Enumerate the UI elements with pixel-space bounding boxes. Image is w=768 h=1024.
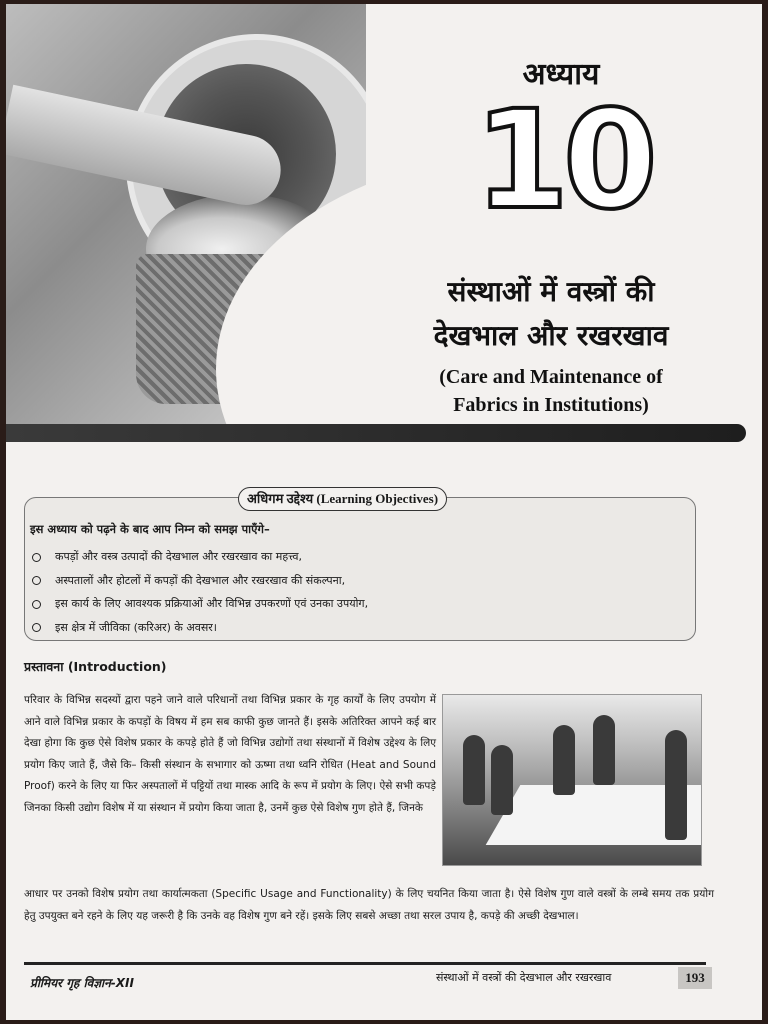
chapter-title-hindi-line2: देखभाल और रखरखाव [433, 319, 669, 352]
chapter-title-english-line2: Fabrics in Institutions) [453, 394, 649, 416]
chapter-label: अध्याय [522, 57, 600, 92]
footer-chapter-title: संस्थाओं में वस्त्रों की देखभाल और रखरखाव [436, 971, 612, 984]
worker-figure [463, 735, 485, 805]
learning-objectives-list [32, 545, 368, 639]
worker-figure [593, 715, 615, 785]
laundry-room-photo [442, 694, 702, 866]
introduction-paragraph-column: परिवार के विभिन्न सदस्यों द्वारा पहने जाने वाले परिधानों तथा विभिन्न प्रकार के गृह कार्यों के लिए उपयोग में आने वाले विभिन्न प्रकार के कपड़ों के विषय में हम सब काफी कुछ जानते हैं। इसके अतिरिक्त आपने कई बार देखा होगा कि कुछ ऐसे विशेष प्रकार के कपड़े होते हैं जो विभिन्न उद्योगों तथा संस्थानों में विशेष उद्देश्य के लिए प्रयोग किए जाते हैं, जैसे कि– किसी संस्थान के सभागार को ऊष्मा तथा ध्वनि रोधित (Heat and Sound Proof) करने के लिए या फिर अस्पतालों में पट्टियों तथा मास्क आदि के रूप में प्रयोग के लिए। ऐसे सभी कपड़े जिनका किसी उद्योग विशेष में या संस्थान में प्रयोग किया जाता है, उनमें कुछ ऐसे विशेष गुण होते हैं, जिनके [24, 694, 436, 814]
bullet-circle-icon [32, 576, 41, 585]
bullet-circle-icon [32, 600, 41, 609]
objective-item: अस्पतालों और होटलों में कपड़ों की देखभाल और रखरखाव की संकल्पना, [32, 569, 368, 593]
bullet-circle-icon [32, 623, 41, 632]
learning-objectives-intro: इस अध्याय को पढ़ने के बाद आप निम्न को समझ पाएँगे– [30, 522, 270, 536]
textbook-page [6, 4, 762, 1020]
objective-item: कपड़ों और वस्त्र उत्पादों की देखभाल और रखरखाव का महत्त्व, [32, 545, 368, 569]
objective-item: इस कार्य के लिए आवश्यक प्रक्रियाओं और विभिन्न उपकरणों एवं उनका उपयोग, [32, 592, 368, 616]
worker-figure [553, 725, 575, 795]
introduction-heading: प्रस्तावना (Introduction) [24, 659, 167, 674]
chapter-title-hindi-line1: संस्थाओं में वस्त्रों की [447, 275, 655, 308]
chapter-number: 10 [474, 82, 652, 240]
chapter-title-english-line1: (Care and Maintenance of [439, 366, 663, 388]
worker-figure [665, 730, 687, 840]
learning-objectives-title: अधिगम उद्देश्य (Learning Objectives) [238, 487, 447, 511]
bullet-circle-icon [32, 553, 41, 562]
page-number: 193 [678, 967, 712, 989]
objective-item: इस क्षेत्र में जीविका (करिअर) के अवसर। [32, 616, 368, 640]
footer-rule [24, 962, 706, 965]
footer-book-title: प्रीमियर गृह विज्ञान-XII [30, 976, 134, 990]
header-band [6, 424, 746, 442]
introduction-paragraph-wide: आधार पर उनको विशेष प्रयोग तथा कार्यात्मकता (Specific Usage and Functionality) के लिए चयनित किया जाता है। ऐसे विशेष गुण वाले वस्त्रों के लम्बे समय तक प्रयोग हेतु उपयुक्त बने रहने के लिए यह जरूरी है कि उनके वह विशेष गुण बने रहें। इसके लिए सबसे अच्छा तथा सरल उपाय है, कपड़े की अच्छी देखभाल। [24, 888, 714, 922]
worker-figure [491, 745, 513, 815]
